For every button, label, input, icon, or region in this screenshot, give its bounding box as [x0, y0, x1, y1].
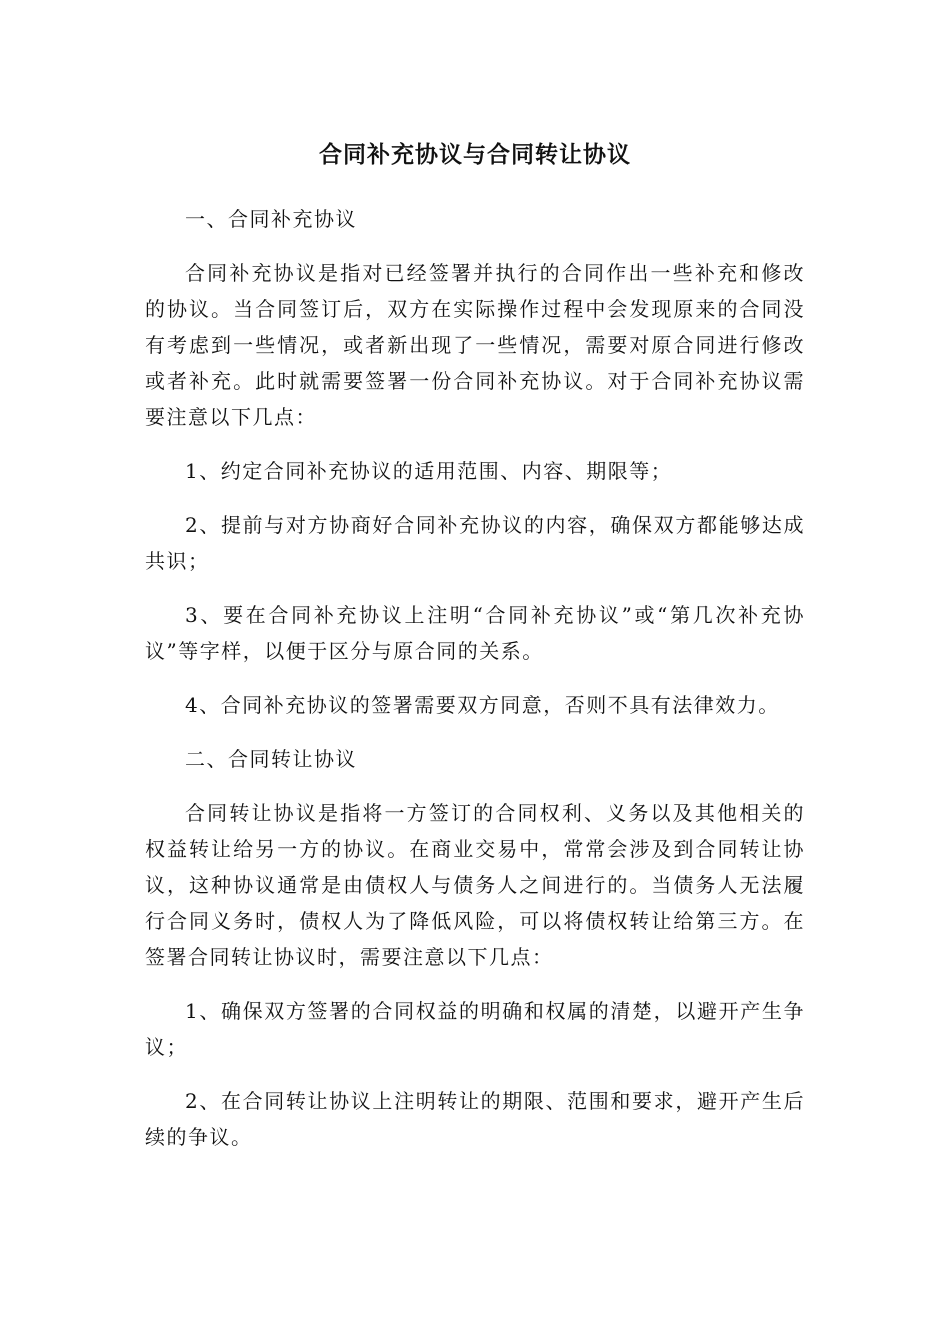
document-body [145, 201, 805, 1173]
section-heading-2: 二、合同转让协议 [185, 747, 357, 771]
list-item-supplement-1: 1、约定合同补充协议的适用范围、内容、期限等； [185, 459, 673, 483]
paragraph-supplement-intro: 合同补充协议是指对已经签署并执行的合同作出一些补充和修改的协议。当合同签订后，双方在实际操作过程中会发现原来的合同没有考虑到一些情况，或者新出现了一些情况，需要对原合同进行修改或者补充。此时就需要签署一份合同补充协议。对于合同补充协议需要注意以下几点： [145, 261, 805, 429]
list-item-transfer-2: 2、在合同转让协议上注明转让的期限、范围和要求，避开产生后续的争议。 [145, 1089, 805, 1149]
section-heading-1: 一、合同补充协议 [185, 207, 357, 231]
list-item-supplement-4: 4、合同补充协议的签署需要双方同意，否则不具有法律效力。 [185, 693, 780, 717]
paragraph-transfer-intro: 合同转让协议是指将一方签订的合同权利、义务以及其他相关的权益转让给另一方的协议。在商业交易中，常常会涉及到合同转让协议，这种协议通常是由债权人与债务人之间进行的。当债务人无法履行合同义务时，债权人为了降低风险，可以将债权转让给第三方。在签署合同转让协议时，需要注意以下几点： [145, 801, 805, 969]
list-item-supplement-2: 2、提前与对方协商好合同补充协议的内容，确保双方都能够达成共识； [145, 513, 805, 573]
document-title: 合同补充协议与合同转让协议 [319, 142, 631, 168]
list-item-transfer-1: 1、确保双方签署的合同权益的明确和权属的清楚，以避开产生争议； [145, 999, 805, 1059]
list-item-supplement-3: 3、要在合同补充协议上注明“合同补充协议”或“第几次补充协议”等字样，以便于区分与原合同的关系。 [145, 603, 805, 663]
